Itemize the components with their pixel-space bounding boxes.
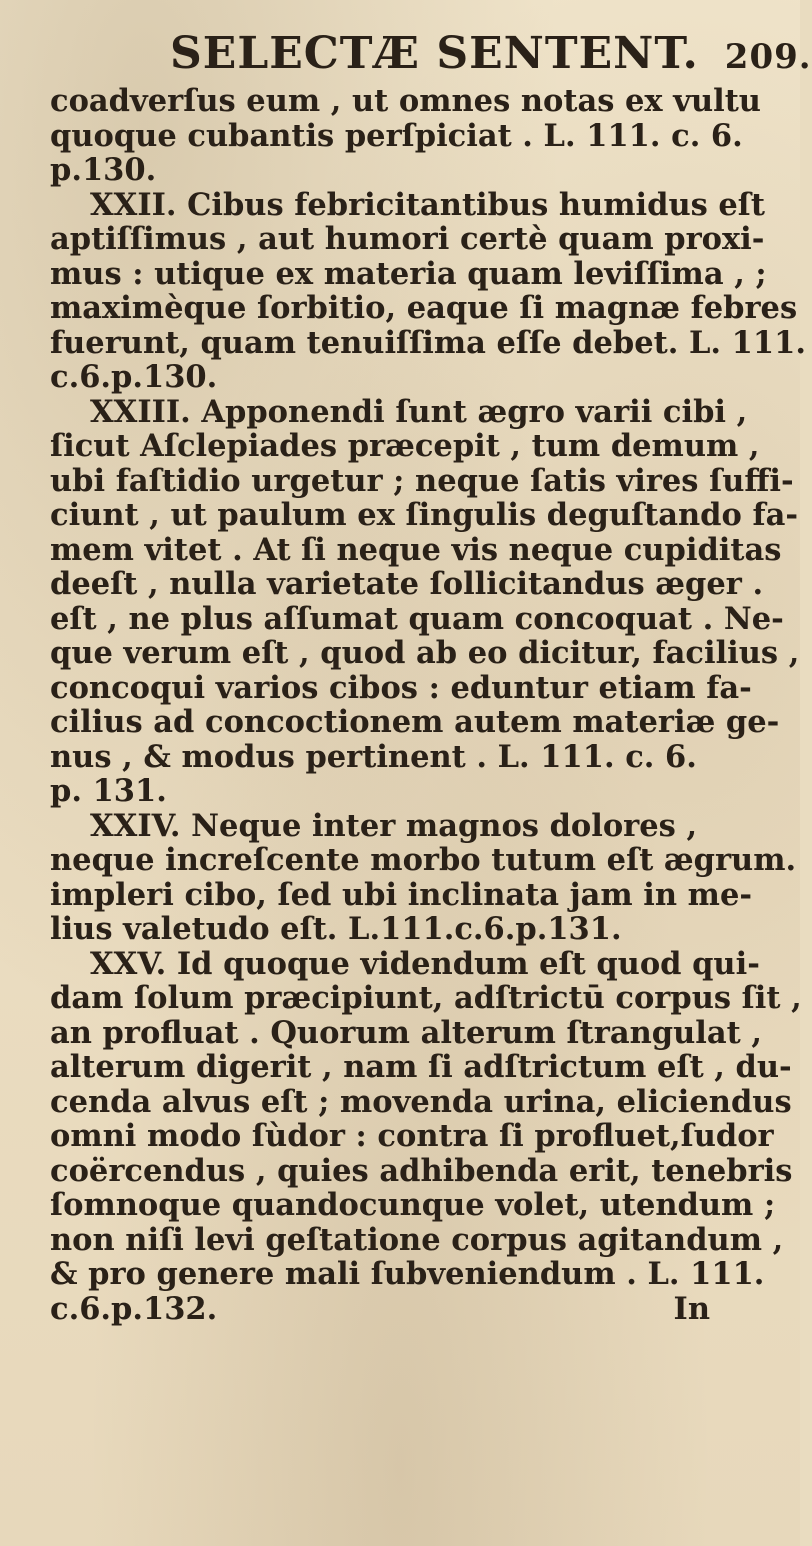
text-line: p.130. xyxy=(50,152,157,188)
text-line: mus : utique ex materia quam leviſſima , ; xyxy=(50,255,767,292)
catchword: In xyxy=(673,1290,710,1327)
text-line: neque increſcente morbo tutum eſt ægrum. xyxy=(50,842,797,878)
text-line: eſt , ne plus aſſumat quam concoquat . Ne- xyxy=(50,600,784,637)
text-line: mem vitet . At ſi neque vis neque cupiditas xyxy=(50,531,782,568)
text-line: quoque cubantis perſpiciat . L. 111. c. 6. xyxy=(50,117,743,154)
text-line: alterum digerit , nam ſi adſtrictum eſt , du- xyxy=(50,1049,792,1085)
text-line: ubi faſtidio urgetur ; neque ſatis vires ſuffi- xyxy=(50,462,794,499)
text-line: deeſt , nulla varietate ſollicitandus æger . xyxy=(50,566,764,602)
text-line: aptiſſimus , aut humori certè quam proxi- xyxy=(50,221,765,257)
text-line: an profluat . Quorum alterum ſtrangulat , xyxy=(50,1014,762,1051)
text-line: non niſi levi geſtatione corpus agitandum , xyxy=(50,1221,784,1258)
text-line: c.6.p.130. xyxy=(50,359,218,395)
text-line: dam ſolum præcipiunt, adſtrictū corpus ſit , xyxy=(50,980,802,1016)
paragraph-heading-line: XXV. Id quoque videndum eſt quod qui- xyxy=(90,945,760,982)
final-line xyxy=(50,1292,710,1327)
text-line: omni modo ſùdor : contra ſi profluet,ſudor xyxy=(50,1118,774,1154)
text-line: coadverſus eum , ut omnes notas ex vultu xyxy=(50,83,761,119)
text-line: que verum eſt , quod ab eo dicitur, facilius , xyxy=(50,635,800,671)
text-line: p. 131. xyxy=(50,773,167,809)
running-head-title: SELECTÆ SENTENT. xyxy=(170,28,699,79)
paragraph-heading-line: XXIV. Neque inter magnos dolores , xyxy=(90,807,698,844)
text-line: & pro genere mali ſubveniendum . L. 111. xyxy=(50,1256,765,1292)
text-line: fuerunt, quam tenuiſſima eſſe debet. L. 111. xyxy=(50,324,806,361)
text-line: maximèque ſorbitio, eaque ſi magnæ febres xyxy=(50,290,798,326)
text-line: concoqui varios cibos : eduntur etiam fa- xyxy=(50,669,752,706)
text-line: cilius ad concoctionem autem materiæ ge- xyxy=(50,704,780,740)
text-line: impleri cibo, ſed ubi inclinata jam in me- xyxy=(50,876,753,913)
body-text xyxy=(50,83,806,1327)
running-head xyxy=(170,28,812,79)
text-line: cenda alvus eſt ; movenda urina, eliciendus xyxy=(50,1083,792,1120)
text-line: c.6.p.132. xyxy=(50,1290,218,1327)
text-line: ſicut Aſclepiades præcepit , tum demum , xyxy=(50,428,760,464)
text-line: ſomnoque quandocunque volet, utendum ; xyxy=(50,1187,776,1223)
page-number: 209. xyxy=(724,37,812,77)
text-line: lius valetudo eſt. L.111.c.6.p.131. xyxy=(50,911,622,947)
paragraph-heading-line: XXII. Cibus febricitantibus humidus eſt xyxy=(90,186,766,223)
text-line: ciunt , ut paulum ex ſingulis deguſtando fa- xyxy=(50,497,799,533)
text-line: nus , & modus pertinent . L. 111. c. 6. xyxy=(50,738,697,775)
paragraph-heading-line: XXIII. Apponendi ſunt ægro varii cibi , xyxy=(90,393,748,430)
text-line: coërcendus , quies adhibenda erit, tenebris xyxy=(50,1152,793,1189)
